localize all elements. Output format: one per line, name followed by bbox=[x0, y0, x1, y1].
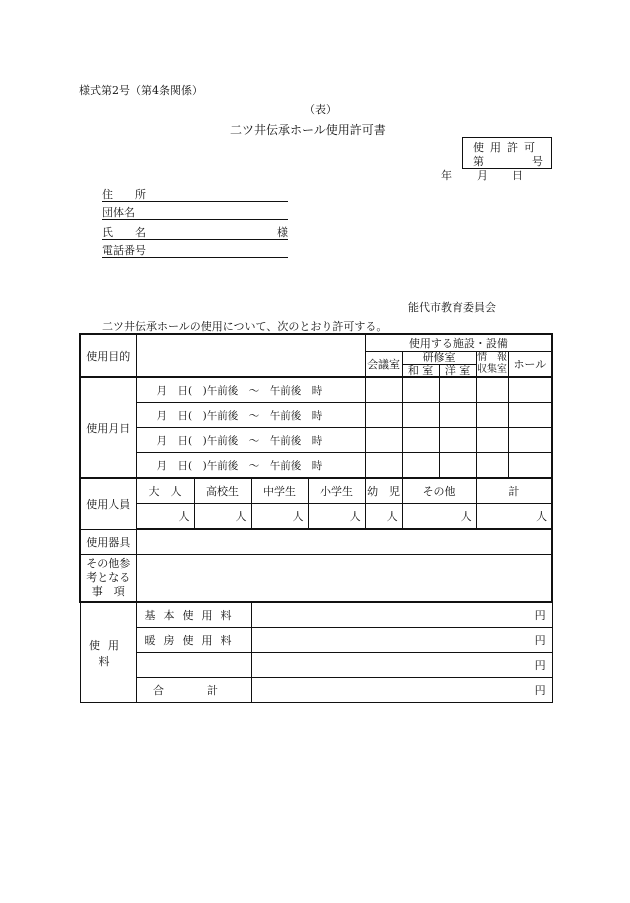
date-check[interactable] bbox=[508, 428, 552, 453]
date-check[interactable] bbox=[439, 453, 476, 479]
date-check[interactable] bbox=[439, 403, 476, 428]
user-count[interactable]: 人 bbox=[194, 504, 251, 530]
date-year: 年 bbox=[441, 169, 452, 182]
user-category: 小学生 bbox=[308, 478, 365, 504]
user-category-total: 計 bbox=[476, 478, 552, 504]
facility-yoshitsu: 洋 室 bbox=[444, 364, 471, 377]
date-check[interactable] bbox=[402, 403, 439, 428]
notes-label-line3: 事 項 bbox=[91, 585, 125, 598]
fee-item: 暖房使用料 bbox=[136, 628, 251, 653]
facility-joho bbox=[476, 352, 508, 378]
date-check[interactable] bbox=[476, 453, 508, 479]
fee-item: 基本使用料 bbox=[136, 602, 251, 628]
form-number: 様式第2号（第4条関係） bbox=[79, 84, 203, 97]
user-count[interactable]: 人 bbox=[308, 504, 365, 530]
user-category: 中学生 bbox=[251, 478, 308, 504]
date-row[interactable]: 月 日( )午前後 ～ 午前後 時 bbox=[136, 403, 365, 428]
permit-box-label: 使用許可 bbox=[473, 141, 541, 154]
date-row[interactable]: 月 日( )午前後 ～ 午前後 時 bbox=[136, 428, 365, 453]
notes-label bbox=[80, 555, 136, 603]
facilities-header: 使用する施設・設備 bbox=[365, 334, 552, 352]
facility-joho-line1: 情 報 bbox=[477, 352, 508, 363]
fee-total-label: 合 計 bbox=[136, 678, 251, 703]
permit-box-go: 号 bbox=[532, 155, 543, 168]
date-month: 月 bbox=[477, 169, 488, 182]
facility-joho-line2: 収集室 bbox=[477, 364, 508, 375]
facility-kaigishitsu: 会議室 bbox=[365, 352, 402, 378]
date-row[interactable]: 月 日( )午前後 ～ 午前後 時 bbox=[136, 377, 365, 403]
fee-amount[interactable]: 円 bbox=[251, 602, 552, 628]
date-check[interactable] bbox=[365, 377, 402, 403]
fee-amount[interactable]: 円 bbox=[251, 653, 552, 678]
user-category: その他 bbox=[402, 478, 476, 504]
date-check[interactable] bbox=[365, 403, 402, 428]
fee-amount[interactable]: 円 bbox=[251, 628, 552, 653]
purpose-label: 使用目的 bbox=[80, 334, 136, 377]
fee-label: 使用料 bbox=[80, 602, 136, 703]
name-suffix: 様 bbox=[277, 226, 288, 239]
permit-box-dai: 第 bbox=[473, 155, 484, 168]
date-check[interactable] bbox=[476, 403, 508, 428]
date-check[interactable] bbox=[508, 453, 552, 479]
intro-text: 二ツ井伝承ホールの使用について、次のとおり許可する。 bbox=[102, 320, 388, 333]
phone-label: 電話番号 bbox=[102, 244, 146, 257]
group-label: 団体名 bbox=[102, 206, 135, 219]
name-field[interactable] bbox=[102, 222, 288, 240]
address-label: 住 所 bbox=[102, 188, 146, 201]
date-day: 日 bbox=[512, 169, 523, 182]
name-label: 氏 名 bbox=[102, 226, 146, 239]
equipment-label: 使用器具 bbox=[80, 529, 136, 555]
date-check[interactable] bbox=[439, 377, 476, 403]
notes-label-line1: その他参 bbox=[86, 557, 131, 570]
notes-input[interactable] bbox=[136, 555, 552, 603]
date-check[interactable] bbox=[476, 377, 508, 403]
permit-table bbox=[79, 333, 553, 703]
user-count[interactable]: 人 bbox=[136, 504, 194, 530]
date-check[interactable] bbox=[402, 428, 439, 453]
date-check[interactable] bbox=[402, 377, 439, 403]
facility-kenshushitsu: 研修室 bbox=[403, 352, 476, 365]
date-label: 使用月日 bbox=[80, 377, 136, 478]
phone-field[interactable] bbox=[102, 240, 288, 258]
fee-total-amount[interactable]: 円 bbox=[251, 678, 552, 703]
address-field[interactable] bbox=[102, 184, 288, 202]
user-count[interactable]: 人 bbox=[365, 504, 402, 530]
date-check[interactable] bbox=[365, 428, 402, 453]
permit-number-box bbox=[462, 137, 552, 169]
facility-washitsu: 和 室 bbox=[403, 365, 440, 376]
notes-label-line2: 考となる bbox=[86, 571, 131, 584]
date-row[interactable]: 月 日( )午前後 ～ 午前後 時 bbox=[136, 453, 365, 479]
facility-kenshushitsu-group bbox=[402, 352, 476, 378]
user-category: 高校生 bbox=[194, 478, 251, 504]
user-category: 幼 児 bbox=[365, 478, 402, 504]
facility-hall: ホール bbox=[508, 352, 552, 378]
user-count[interactable]: 人 bbox=[251, 504, 308, 530]
group-field[interactable] bbox=[102, 202, 288, 220]
date-check[interactable] bbox=[508, 377, 552, 403]
date-check[interactable] bbox=[365, 453, 402, 479]
purpose-input[interactable] bbox=[136, 334, 365, 377]
user-count[interactable]: 人 bbox=[402, 504, 476, 530]
date-check[interactable] bbox=[402, 453, 439, 479]
equipment-input[interactable] bbox=[136, 529, 552, 555]
date-check[interactable] bbox=[508, 403, 552, 428]
fee-item bbox=[136, 653, 251, 678]
user-count-total[interactable]: 人 bbox=[476, 504, 552, 530]
user-category: 大 人 bbox=[136, 478, 194, 504]
users-label: 使用人員 bbox=[80, 478, 136, 529]
date-check[interactable] bbox=[439, 428, 476, 453]
issuer: 能代市教育委員会 bbox=[408, 301, 496, 314]
date-check[interactable] bbox=[476, 428, 508, 453]
document-title: 二ツ井伝承ホール使用許可書 bbox=[230, 123, 386, 137]
front-side-label: （表） bbox=[304, 103, 337, 116]
